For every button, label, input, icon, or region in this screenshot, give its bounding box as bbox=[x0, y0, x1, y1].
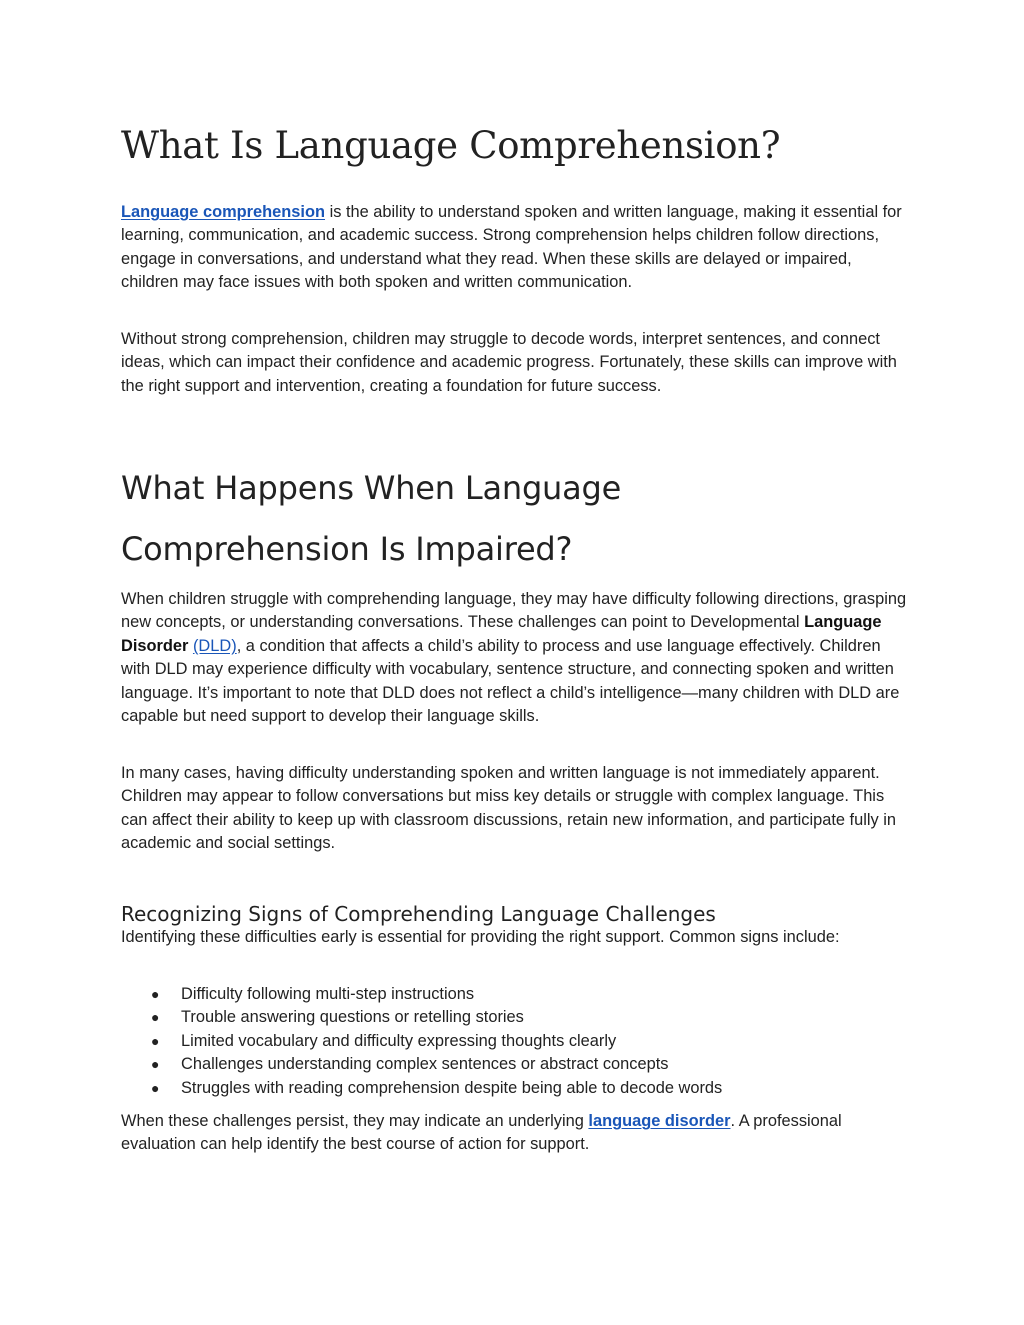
heading-what-happens-impaired bbox=[121, 458, 911, 580]
heading-line-2: Comprehension Is Impaired? bbox=[121, 530, 573, 568]
list-item: ● Difficulty following multi-step instructions bbox=[121, 983, 911, 1006]
paragraph-definition-text: is the ability to understand spoken and written language, making it essential for learning, communication, and academic success. Strong comprehension helps children follow directions, engage in conversations, and understand what they read. When these skills are delayed or impaired, children may face issues with both spoken and written communication. bbox=[121, 203, 902, 292]
paragraph-outro-text-a: When these challenges persist, they may indicate an underlying bbox=[121, 1112, 589, 1130]
paragraph-not-apparent: In many cases, having difficulty understanding spoken and written language is not immediately apparent. Children may appear to follow conversations but miss key details or struggle with complex language. This can affect their ability to keep up with classroom discussions, retain new information, and participate fully in academic and social settings. bbox=[121, 764, 897, 853]
paragraph-outro-text-b: . A professional evaluation can help identify the best course of action for support. bbox=[121, 1112, 842, 1154]
bullet-icon: ● bbox=[151, 1009, 160, 1026]
list-item: ● Challenges understanding complex sentences or abstract concepts bbox=[121, 1053, 911, 1076]
heading-recognizing-signs: Recognizing Signs of Comprehending Language Challenges bbox=[121, 902, 716, 926]
paragraph-dld-text-b: , a condition that affects a child’s ability to process and use language effectively. Children with DLD may experience difficulty with vocabulary, sentence structure, and connecting spoken and written language. It’s important to note that DLD does not reflect a child’s intelligence—many children with DLD are capable but need support to develop their language skills. bbox=[121, 636, 900, 726]
paragraph-signs-intro: Identifying these difficulties early is essential for providing the right support. Common signs include: bbox=[121, 928, 840, 946]
list-item: ● Trouble answering questions or retelling stories bbox=[121, 1006, 911, 1029]
list-item: ● Struggles with reading comprehension despite being able to decode words bbox=[121, 1077, 911, 1100]
language-comprehension-link[interactable]: Language comprehension bbox=[121, 203, 326, 221]
bullet-icon: ● bbox=[151, 1056, 160, 1073]
dld-link[interactable]: (DLD) bbox=[192, 636, 237, 655]
bullet-icon: ● bbox=[151, 1032, 160, 1049]
paragraph-dld-text-a: When children struggle with comprehending language, they may have difficulty following directions, grasping new concepts, or understanding conversations. These challenges can point to Developmental bbox=[121, 590, 907, 632]
language-disorder-link[interactable]: language disorder bbox=[588, 1112, 731, 1130]
heading-line-1: What Happens When Language bbox=[121, 469, 622, 507]
signs-list bbox=[121, 983, 911, 1100]
paragraph-dld bbox=[121, 588, 911, 728]
list-item: ● Limited vocabulary and difficulty expressing thoughts clearly bbox=[121, 1030, 911, 1053]
bullet-icon: ● bbox=[151, 1079, 160, 1096]
paragraph-without-comprehension: Without strong comprehension, children may struggle to decode words, interpret sentences, and connect ideas, which can impact their confidence and academic progress. Fortunately, these skills can improve with the right support and intervention, creating a foundation for future success. bbox=[121, 330, 897, 395]
paragraph-definition bbox=[121, 201, 911, 295]
bullet-icon: ● bbox=[151, 986, 160, 1002]
heading-what-is-language-comprehension: What Is Language Comprehension? bbox=[121, 124, 781, 167]
paragraph-professional-evaluation bbox=[121, 1110, 911, 1157]
language-disorder-bold: Language Disorder bbox=[121, 613, 882, 655]
